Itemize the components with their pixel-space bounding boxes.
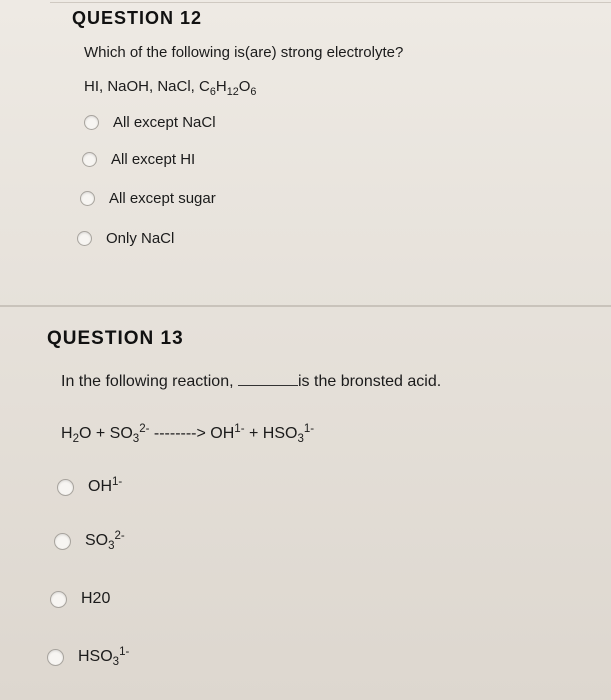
prompt-text-before: In the following reaction, (61, 373, 238, 390)
answer-option[interactable] (84, 114, 216, 131)
eq-so3: SO (109, 425, 133, 442)
option-formula: H20 (81, 590, 111, 607)
radio-button[interactable] (54, 533, 71, 550)
answer-option[interactable] (82, 151, 195, 168)
glucose-o: O (238, 78, 251, 95)
glucose-c-subscript: 6 (209, 85, 216, 98)
radio-button[interactable] (84, 115, 99, 130)
eq-plus: + (91, 425, 110, 442)
compound-list (84, 78, 257, 98)
radio-button[interactable] (82, 152, 97, 167)
glucose-h: H (215, 78, 227, 95)
eq-so3-subscript: 3 (132, 433, 140, 446)
question-12 (0, 0, 611, 300)
option-label (81, 590, 110, 608)
option-subscript: 3 (112, 656, 120, 669)
eq-h2o-h: H (61, 425, 73, 442)
option-subscript: 3 (108, 540, 115, 553)
question-heading: QUESTION 13 (47, 328, 184, 349)
eq-oh: OH (210, 425, 235, 442)
option-label: Only NaCl (106, 230, 175, 247)
radio-button[interactable] (57, 479, 74, 496)
option-formula: HSO (78, 648, 113, 665)
radio-button[interactable] (50, 591, 67, 608)
question-heading: QUESTION 12 (72, 8, 203, 28)
option-label: All except sugar (109, 190, 216, 207)
option-charge: 1- (119, 646, 130, 659)
compound-list-text: HI, NaOH, NaCl, (84, 78, 200, 95)
eq-h2o-o: O (78, 425, 92, 442)
glucose-formula (199, 78, 257, 98)
eq-h2o-subscript: 2 (72, 433, 79, 446)
answer-option[interactable] (54, 530, 125, 553)
answer-option[interactable] (77, 230, 174, 247)
option-label (78, 646, 130, 669)
option-formula: SO (85, 532, 109, 549)
question-prompt: Which of the following is(are) strong electrolyte? (84, 44, 404, 61)
eq-hso3-charge: 1- (303, 423, 315, 436)
option-charge: 2- (114, 530, 125, 543)
option-charge: 1- (112, 476, 123, 489)
eq-plus: + (244, 425, 263, 442)
answer-blank (238, 373, 298, 386)
option-label: All except NaCl (113, 114, 216, 131)
radio-button[interactable] (80, 191, 95, 206)
radio-button[interactable] (77, 231, 92, 246)
glucose-o-subscript: 6 (250, 85, 257, 98)
option-formula: OH (88, 478, 112, 495)
glucose-h-subscript: 12 (226, 85, 239, 98)
eq-arrow: --------> (149, 425, 211, 442)
reaction-equation (61, 423, 315, 446)
option-label (88, 478, 122, 496)
option-label: All except HI (111, 151, 196, 168)
question-13 (0, 300, 611, 700)
answer-option[interactable] (47, 646, 130, 669)
answer-option[interactable] (57, 478, 122, 496)
eq-hso3-subscript: 3 (297, 433, 304, 446)
answer-option[interactable] (50, 590, 110, 608)
eq-hso3: HSO (262, 425, 298, 442)
glucose-c: C (199, 78, 210, 95)
option-label (85, 530, 125, 553)
prompt-text-after: is the bronsted acid. (298, 373, 442, 390)
eq-so3-charge: 2- (139, 423, 150, 436)
eq-oh-charge: 1- (234, 423, 245, 436)
answer-option[interactable] (80, 190, 216, 207)
question-prompt (61, 373, 441, 391)
radio-button[interactable] (47, 649, 64, 666)
